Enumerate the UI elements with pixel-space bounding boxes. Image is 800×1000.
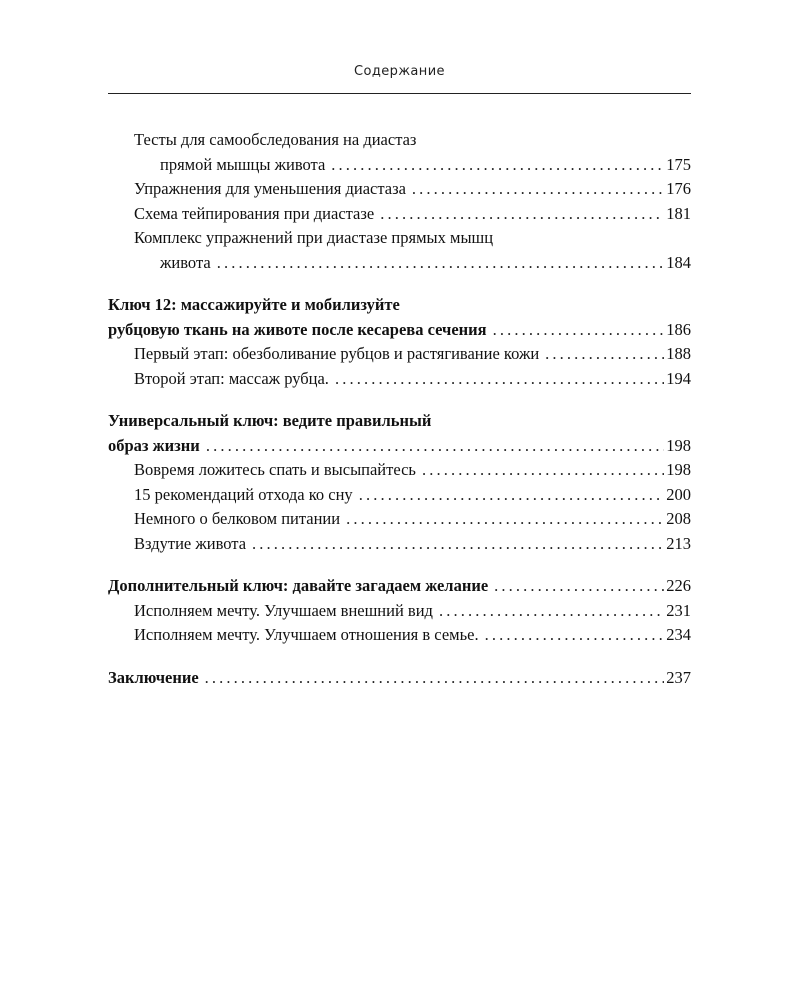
- toc-chapter-title: образ жизни: [108, 435, 200, 455]
- toc-chapter[interactable]: [108, 318, 691, 343]
- page-number: 237: [666, 667, 691, 687]
- toc-entry-text: Исполняем мечту. Улучшаем отношения в семье.: [134, 625, 479, 644]
- toc-entry-text: Вовремя ложитесь спать и высыпайтесь: [134, 460, 416, 479]
- toc-entry-text: Исполняем мечту. Улучшаем внешний вид: [134, 600, 433, 620]
- dot-leader: [487, 318, 665, 343]
- dot-leader: [374, 202, 664, 227]
- toc-entry-text: 15 рекомендаций отхода ко сну: [134, 484, 353, 504]
- toc-entry[interactable]: [108, 202, 691, 227]
- toc-chapter-title: рубцовую ткань на животе после кесарева сечения: [108, 319, 487, 339]
- toc-entry[interactable]: [108, 177, 691, 202]
- page-number: 200: [666, 484, 691, 504]
- toc-entry[interactable]: [108, 153, 691, 178]
- toc-entry-text: Схема тейпирования при диастазе: [134, 203, 375, 223]
- toc-entry-text: Упражнения для уменьшения диастаза: [134, 179, 406, 198]
- page-number: 213: [666, 533, 691, 553]
- toc-entry-text: живота: [160, 252, 211, 272]
- dot-leader: [433, 599, 664, 624]
- toc-entry-text: Первый этап: обезболивание рубцов и растягивание кожи: [134, 344, 540, 363]
- toc-entry[interactable]: [108, 483, 691, 508]
- page-number: 186: [666, 319, 691, 339]
- toc-entry[interactable]: [108, 458, 691, 483]
- toc-entry-text: Тесты для самообследования на диастаз: [134, 130, 417, 149]
- toc-entry-text: Комплекс упражнений при диастазе прямых мышц: [134, 228, 494, 247]
- toc-entry-text: Второй этап: массаж рубца.: [134, 368, 329, 388]
- toc-entry-line: [108, 128, 691, 153]
- toc-entry[interactable]: [108, 251, 691, 276]
- toc-entry[interactable]: [108, 342, 691, 367]
- toc-chapter-title: Универсальный ключ: ведите правильный: [108, 411, 432, 430]
- page-number: 194: [666, 368, 691, 388]
- dot-leader: [199, 666, 665, 691]
- toc-entry[interactable]: [108, 623, 691, 648]
- dot-leader: [416, 458, 664, 483]
- dot-leader: [488, 574, 664, 599]
- dot-leader: [353, 483, 665, 508]
- header-rule: [108, 93, 691, 94]
- toc-chapter-title: Заключение: [108, 667, 199, 687]
- toc-chapter-line: [108, 409, 691, 434]
- table-of-contents: [108, 128, 691, 690]
- toc-chapter[interactable]: [108, 434, 691, 459]
- toc-entry-text: Вздутие живота: [134, 533, 247, 553]
- dot-leader: [325, 153, 664, 178]
- toc-entry-line: [108, 226, 691, 251]
- toc-chapter-title: Ключ 12: массажируйте и мобилизуйте: [108, 295, 400, 314]
- page-number: 184: [666, 252, 691, 272]
- toc-chapter[interactable]: [108, 574, 691, 599]
- dot-leader: [479, 623, 665, 648]
- dot-leader: [406, 177, 664, 202]
- dot-leader: [329, 367, 664, 392]
- page-number: 234: [666, 625, 691, 644]
- toc-chapter[interactable]: [108, 666, 691, 691]
- toc-chapter-title: Дополнительный ключ: давайте загадаем желание: [108, 576, 489, 595]
- page-number: 176: [666, 179, 691, 198]
- toc-entry-text: прямой мышцы живота: [160, 154, 326, 174]
- running-head: Содержание: [354, 64, 445, 79]
- dot-leader: [211, 251, 665, 276]
- page-number: 226: [666, 576, 691, 595]
- toc-entry[interactable]: [108, 507, 691, 532]
- page-number: 181: [666, 203, 691, 223]
- page-number: 188: [666, 344, 691, 363]
- toc-entry[interactable]: [108, 532, 691, 557]
- page-number: 208: [666, 509, 691, 528]
- toc-entry-text: Немного о белковом питании: [134, 509, 341, 528]
- page-number: 198: [666, 435, 691, 455]
- toc-chapter-line: [108, 293, 691, 318]
- dot-leader: [200, 434, 664, 459]
- page-number: 198: [666, 460, 691, 479]
- dot-leader: [340, 507, 664, 532]
- toc-entry[interactable]: [108, 599, 691, 624]
- toc-entry[interactable]: [108, 367, 691, 392]
- dot-leader: [246, 532, 664, 557]
- page-number: 231: [666, 600, 691, 620]
- dot-leader: [539, 342, 664, 367]
- page-number: 175: [666, 154, 691, 174]
